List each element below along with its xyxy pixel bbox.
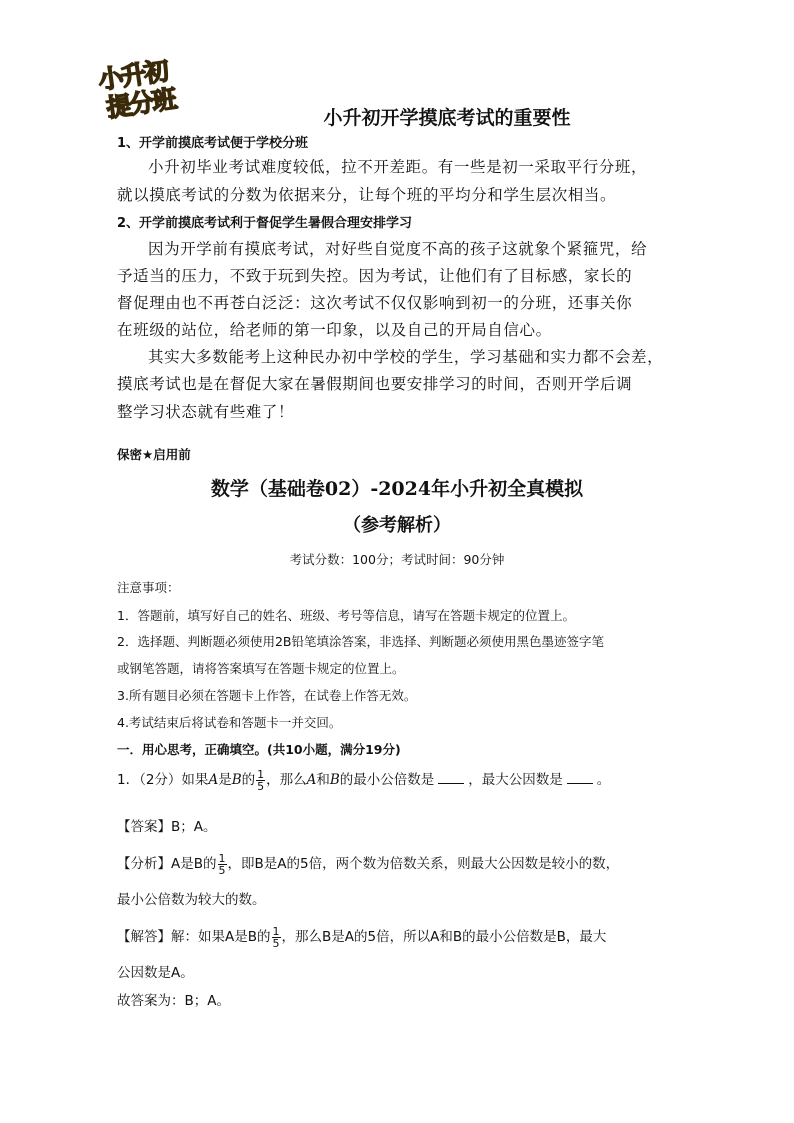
solution-line-2: 公因数是A。 bbox=[117, 965, 194, 981]
analysis-label: 【分析】 bbox=[117, 856, 171, 872]
q1-var-b: B bbox=[231, 772, 242, 788]
answer-line bbox=[117, 815, 217, 835]
intro-s2-line-1: 因为开学前有摸底考试，对好些自觉度不高的孩子这就象个紧箍咒，给 bbox=[148, 240, 648, 258]
notes-label: 注意事项： bbox=[117, 580, 180, 595]
q1-frac-denominator: 5 bbox=[257, 779, 265, 793]
q1-prefix: 1．（2分）如果 bbox=[117, 772, 209, 788]
q1-gcf: ，最大公因数是 bbox=[468, 772, 563, 788]
intro-s2-line-3: 督促理由也不再苍白泛泛：这次考试不仅仅影响到初一的分班，还事关你 bbox=[117, 294, 633, 312]
q1-blank-2[interactable] bbox=[567, 771, 593, 784]
solution-fraction bbox=[272, 926, 281, 949]
solution-text-b: ，那么B是A的5倍，所以A和B的最小公倍数是B，最大 bbox=[281, 929, 607, 945]
q1-mid: ，那么 bbox=[266, 772, 307, 788]
intro-title: 小升初开学摸底考试的重要性 bbox=[323, 107, 571, 129]
solution-line-1 bbox=[117, 925, 606, 949]
solution-frac-denominator: 5 bbox=[272, 936, 280, 950]
exam-subtitle: （参考解析） bbox=[343, 515, 451, 536]
question-1 bbox=[117, 768, 610, 792]
q1-frac-numerator: 1 bbox=[257, 767, 265, 781]
intro-s2-line-4: 在班级的站位，给老师的第一印象，以及自己的开局自信心。 bbox=[117, 321, 552, 339]
section-1-heading: 一．用心思考，正确填空。(共10小题，满分19分) bbox=[117, 742, 401, 757]
answer-text: B；A。 bbox=[171, 819, 217, 835]
solution-text-a: 解：如果A是B的 bbox=[171, 929, 271, 945]
note-1: 1．答题前，填写好自己的姓名、班级、考号等信息，请写在答题卡规定的位置上。 bbox=[117, 608, 575, 623]
intro-section-1-heading: 1、开学前摸底考试便于学校分班 bbox=[117, 136, 309, 151]
answer-label: 【答案】 bbox=[117, 819, 171, 835]
analysis-line-1 bbox=[117, 852, 619, 876]
intro-s1-line-2: 就以摸底考试的分数为依据来分，让每个班的平均分和学生层次相当。 bbox=[117, 186, 617, 204]
intro-s3-line-3: 整学习状态就有些难了！ bbox=[117, 403, 295, 421]
q1-var-a-2: A bbox=[306, 772, 317, 788]
intro-s3-line-1: 其实大多数能考上这种民办初中学校的学生，学习基础和实力都不会差， bbox=[148, 348, 664, 366]
note-2-line-1: 2．选择题、判断题必须使用2B铅笔填涂答案，非选择、判断题必须使用黑色墨迹签字笔 bbox=[117, 634, 604, 649]
note-2-line-2: 或钢笔答题，请将答案填写在答题卡规定的位置上。 bbox=[117, 661, 405, 676]
q1-end: 。 bbox=[596, 772, 611, 788]
q1-of: 的 bbox=[241, 772, 256, 788]
q1-var-b-2: B bbox=[329, 772, 340, 788]
analysis-text-a: A是B的 bbox=[171, 856, 217, 872]
analysis-text-b: ，即B是A的5倍，两个数为倍数关系，则最大公因数是较小的数， bbox=[227, 856, 620, 872]
solution-label: 【解答】 bbox=[117, 929, 171, 945]
intro-s1-line-1: 小升初毕业考试难度较低，拉不开差距。有一些是初一采取平行分班， bbox=[148, 158, 648, 176]
q1-blank-1[interactable] bbox=[438, 771, 464, 784]
q1-fraction bbox=[256, 769, 265, 792]
solution-frac-numerator: 1 bbox=[272, 924, 280, 938]
note-3: 3.所有题目必须在答题卡上作答，在试卷上作答无效。 bbox=[117, 688, 417, 703]
intro-section-2-heading: 2、开学前摸底考试利于督促学生暑假合理安排学习 bbox=[117, 216, 413, 231]
analysis-frac-numerator: 1 bbox=[218, 851, 226, 865]
logo-line-2: 提分班 bbox=[104, 84, 177, 123]
secret-label: 保密★启用前 bbox=[117, 447, 191, 462]
exam-title: 数学（基础卷02）-2024年小升初全真模拟 bbox=[210, 478, 584, 500]
q1-var-a: A bbox=[208, 772, 219, 788]
exam-meta: 考试分数：100分；考试时间：90分钟 bbox=[289, 552, 505, 567]
final-answer: 故答案为：B；A。 bbox=[117, 993, 230, 1009]
analysis-line-2: 最小公倍数为较大的数。 bbox=[117, 892, 266, 908]
q1-lcm: 的最小公倍数是 bbox=[339, 772, 435, 788]
analysis-fraction bbox=[218, 853, 227, 876]
q1-is: 是 bbox=[218, 772, 232, 788]
q1-and: 和 bbox=[316, 772, 330, 788]
intro-s2-line-2: 予适当的压力，不致于玩到失控。因为考试，让他们有了目标感，家长的 bbox=[117, 267, 633, 285]
logo-line-1: 小升初 bbox=[96, 56, 169, 95]
intro-s3-line-2: 摸底考试也是在督促大家在暑假期间也要安排学习的时间，否则开学后调 bbox=[117, 375, 633, 393]
analysis-frac-denominator: 5 bbox=[218, 863, 226, 877]
note-4: 4.考试结束后将试卷和答题卡一并交回。 bbox=[117, 715, 342, 730]
